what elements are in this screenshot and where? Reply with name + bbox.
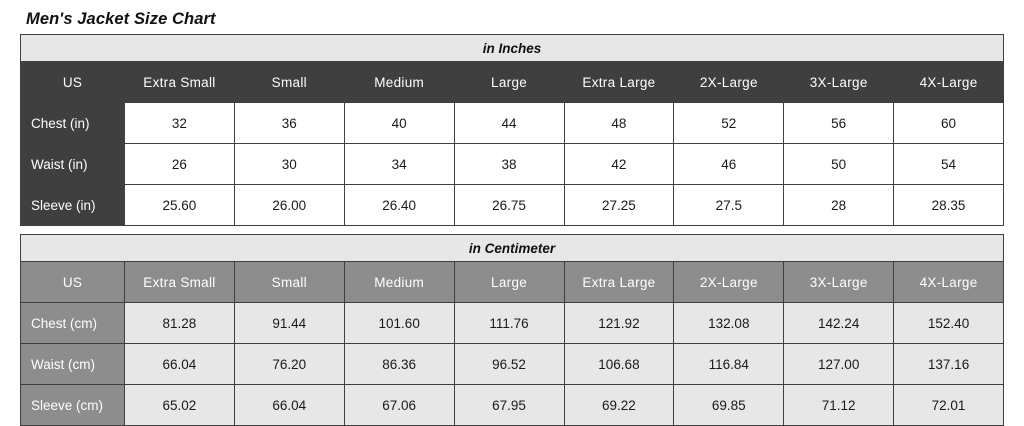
cell-chest-cm-2xl: 132.08 (674, 303, 784, 344)
cell-waist-in-l: 38 (454, 144, 564, 185)
cell-chest-cm-3xl: 142.24 (784, 303, 894, 344)
cell-waist-in-m: 34 (344, 144, 454, 185)
cell-waist-cm-4xl: 137.16 (894, 344, 1004, 385)
cell-chest-in-xs: 32 (125, 103, 235, 144)
cell-sleeve-in-l: 26.75 (454, 185, 564, 226)
cell-waist-in-xs: 26 (125, 144, 235, 185)
cell-sleeve-in-4xl: 28.35 (894, 185, 1004, 226)
cell-chest-in-l: 44 (454, 103, 564, 144)
row-label-sleeve-in: Sleeve (in) (21, 185, 125, 226)
cm-header-2xl: 2X-Large (674, 262, 784, 303)
centimeter-header-row (21, 262, 1004, 303)
cell-sleeve-cm-l: 67.95 (454, 385, 564, 426)
cell-chest-in-s: 36 (234, 103, 344, 144)
row-label-chest-cm: Chest (cm) (21, 303, 125, 344)
cell-waist-in-3xl: 50 (784, 144, 894, 185)
centimeter-size-table (20, 234, 1004, 426)
cell-waist-in-s: 30 (234, 144, 344, 185)
cm-header-us: US (21, 262, 125, 303)
inches-size-table (20, 34, 1004, 226)
table-row (21, 344, 1004, 385)
cell-waist-cm-l: 96.52 (454, 344, 564, 385)
cell-waist-cm-m: 86.36 (344, 344, 454, 385)
cell-chest-in-3xl: 56 (784, 103, 894, 144)
section-banner-inches: in Inches (21, 35, 1004, 62)
inches-header-l: Large (454, 62, 564, 103)
cell-waist-in-4xl: 54 (894, 144, 1004, 185)
cell-chest-in-2xl: 52 (674, 103, 784, 144)
cell-waist-cm-xl: 106.68 (564, 344, 674, 385)
cell-sleeve-in-xs: 25.60 (125, 185, 235, 226)
inches-header-xl: Extra Large (564, 62, 674, 103)
inches-banner-row (21, 35, 1004, 62)
cell-sleeve-in-3xl: 28 (784, 185, 894, 226)
inches-header-2xl: 2X-Large (674, 62, 784, 103)
cell-waist-in-xl: 42 (564, 144, 674, 185)
cell-waist-cm-s: 76.20 (234, 344, 344, 385)
cell-chest-cm-xs: 81.28 (125, 303, 235, 344)
cell-waist-cm-3xl: 127.00 (784, 344, 894, 385)
inches-header-4xl: 4X-Large (894, 62, 1004, 103)
table-row (21, 103, 1004, 144)
cell-chest-cm-4xl: 152.40 (894, 303, 1004, 344)
row-label-waist-in: Waist (in) (21, 144, 125, 185)
inches-header-m: Medium (344, 62, 454, 103)
cell-chest-cm-xl: 121.92 (564, 303, 674, 344)
cell-sleeve-in-xl: 27.25 (564, 185, 674, 226)
cm-header-m: Medium (344, 262, 454, 303)
cell-waist-cm-2xl: 116.84 (674, 344, 784, 385)
inches-header-us: US (21, 62, 125, 103)
cell-sleeve-cm-3xl: 71.12 (784, 385, 894, 426)
cell-sleeve-cm-xs: 65.02 (125, 385, 235, 426)
cell-waist-cm-xs: 66.04 (125, 344, 235, 385)
table-row (21, 385, 1004, 426)
cell-chest-in-4xl: 60 (894, 103, 1004, 144)
row-label-chest-in: Chest (in) (21, 103, 125, 144)
cm-header-xs: Extra Small (125, 262, 235, 303)
inches-header-xs: Extra Small (125, 62, 235, 103)
cell-sleeve-cm-2xl: 69.85 (674, 385, 784, 426)
centimeter-banner-row (21, 235, 1004, 262)
cell-chest-cm-s: 91.44 (234, 303, 344, 344)
cell-sleeve-cm-m: 67.06 (344, 385, 454, 426)
cell-sleeve-in-2xl: 27.5 (674, 185, 784, 226)
inches-header-row (21, 62, 1004, 103)
cell-chest-in-m: 40 (344, 103, 454, 144)
cell-waist-in-2xl: 46 (674, 144, 784, 185)
page-title: Men's Jacket Size Chart (26, 10, 216, 28)
table-spacer (20, 226, 1004, 234)
table-row (21, 185, 1004, 226)
inches-header-3xl: 3X-Large (784, 62, 894, 103)
cm-header-l: Large (454, 262, 564, 303)
row-label-waist-cm: Waist (cm) (21, 344, 125, 385)
table-row (21, 144, 1004, 185)
cell-chest-cm-l: 111.76 (454, 303, 564, 344)
cm-header-4xl: 4X-Large (894, 262, 1004, 303)
cell-sleeve-in-m: 26.40 (344, 185, 454, 226)
cell-sleeve-cm-4xl: 72.01 (894, 385, 1004, 426)
cell-sleeve-in-s: 26.00 (234, 185, 344, 226)
row-label-sleeve-cm: Sleeve (cm) (21, 385, 125, 426)
cell-chest-in-xl: 48 (564, 103, 674, 144)
section-banner-centimeter: in Centimeter (21, 235, 1004, 262)
cm-header-3xl: 3X-Large (784, 262, 894, 303)
cell-sleeve-cm-s: 66.04 (234, 385, 344, 426)
cm-header-s: Small (234, 262, 344, 303)
inches-header-s: Small (234, 62, 344, 103)
cm-header-xl: Extra Large (564, 262, 674, 303)
cell-sleeve-cm-xl: 69.22 (564, 385, 674, 426)
cell-chest-cm-m: 101.60 (344, 303, 454, 344)
table-row (21, 303, 1004, 344)
